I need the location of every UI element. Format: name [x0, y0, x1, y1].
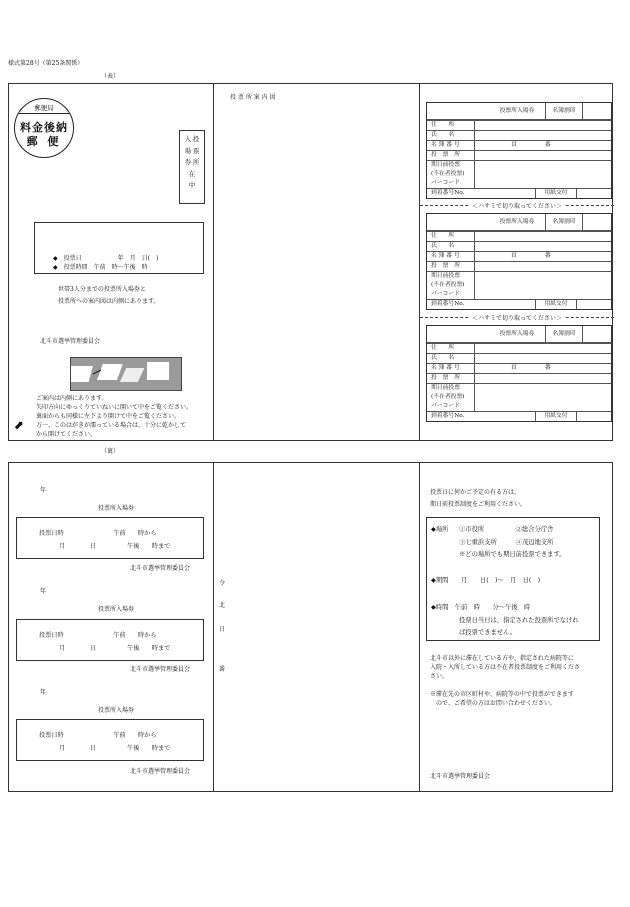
- instruction-3: 裏面からも同様に左下より開けて中をご覧ください。: [36, 413, 181, 420]
- cut-label: ＜ハサミで切り取ってください＞: [471, 315, 563, 323]
- slip-seal: 名簿割印: [545, 326, 583, 342]
- instruction-5: から開けてください。: [36, 431, 97, 438]
- slip-number: 番: [545, 253, 551, 259]
- slip-number: 番: [545, 142, 551, 148]
- slip-label: 投 票 所: [427, 262, 475, 271]
- slip-label: バーコード: [431, 180, 460, 186]
- cut-line-2: [420, 315, 614, 323]
- intro-2: 期日前投票制度をご利用ください。: [430, 501, 527, 508]
- slip-issued: 用紙交付: [535, 300, 577, 309]
- slip-label: 期日前投票: [431, 273, 460, 279]
- vertical-mark: 日: [219, 626, 226, 633]
- note1-2: 入院・入所している方は不在者投票制度をご利用くださ: [430, 664, 581, 671]
- back-committee: 北斗市選挙管理委員会: [430, 773, 491, 780]
- slip-seal: 名簿割印: [545, 214, 583, 230]
- slip-title: 投票所入場券: [499, 108, 535, 114]
- note1-3: さい。: [430, 673, 449, 680]
- place-label: ◆場所: [431, 526, 449, 533]
- ticket-time-2: 月 日 午後 時まで: [59, 645, 171, 652]
- slip-label: 氏 名: [427, 131, 475, 140]
- place-note: ※どの場所でも期日前投票できます。: [459, 551, 566, 558]
- back-divider-1: [213, 462, 214, 792]
- note2-1: ※滞在先の市区町村や、病院等の中で投票ができます: [430, 691, 574, 698]
- period: ◆期間 月 日( )〜 月 日( ): [431, 577, 541, 584]
- ticket-footer: 北斗市選挙管理委員会: [130, 768, 191, 775]
- vertical-mark: 北: [219, 602, 226, 609]
- recipient-box: [179, 130, 205, 204]
- ticket-box-3: [16, 719, 204, 761]
- time-note-1: 投票日当日は、指定された投票所でなけれ: [459, 617, 579, 624]
- note2-2: ので、ご希望の方はお問い合わせください。: [430, 700, 556, 707]
- slip-label: 投 票 所: [427, 374, 475, 383]
- slip-issued: 用紙交付: [535, 412, 577, 421]
- slip-label: バーコード: [431, 291, 460, 297]
- postage-stamp: [14, 98, 74, 158]
- slip-label: 名 簿 番 号: [427, 141, 475, 150]
- ticket-year: 年: [40, 588, 47, 595]
- slip-arrival: 到着番号No.: [431, 301, 465, 307]
- committee-front: 北斗市選挙管理委員会: [40, 338, 101, 345]
- voting-day: ◆ 投票日 年 月 日( ): [53, 255, 159, 262]
- time: ◆時間 午前 時 分〜午後 時: [431, 604, 531, 611]
- ticket-year: 年: [40, 487, 47, 494]
- slip-arrival: 到着番号No.: [431, 413, 465, 419]
- cut-line-1: [420, 203, 614, 211]
- slip-number: 番: [545, 365, 551, 371]
- ticket-time-2: 月 日 午後 時まで: [59, 543, 171, 550]
- ticket-time-1: 投票日時 午前 時から: [39, 732, 157, 739]
- ticket-slip-1: [426, 102, 612, 199]
- ticket-box-2: [16, 619, 204, 661]
- instruction-2: 矢印方向にゆっくりていねいに開いて中をご覧ください。: [36, 404, 192, 411]
- ticket-footer: 北斗市選挙管理委員会: [130, 666, 191, 673]
- ticket-footer: 北斗市選挙管理委員会: [130, 565, 191, 572]
- slip-label: (不在者投票): [431, 282, 465, 288]
- instruction-4: 万一、このはがきが濡っている場合は、十分に乾かして: [36, 422, 187, 429]
- household-note-1: 世帯3人分までの投票所入場券と: [58, 286, 146, 293]
- back-divider-2: [419, 462, 420, 792]
- slip-label: 投 票 所: [427, 151, 475, 160]
- ticket-slip-2: [426, 213, 612, 310]
- note1-1: 北斗市以外に滞在している方や、指定された病院等に: [430, 655, 574, 662]
- front-label: （表）: [101, 73, 120, 80]
- recipient-line: 中: [188, 182, 196, 189]
- slip-label: 名 簿 番 号: [427, 252, 475, 261]
- front-divider-1: [213, 83, 214, 441]
- instruction-1: ご案内は内側にあります。: [36, 395, 108, 402]
- recipient-line: 場 票: [184, 147, 200, 155]
- ticket-year: 年: [40, 689, 47, 696]
- place-1: ①市役所 ②総合分庁舎: [459, 526, 554, 533]
- slip-label: 期日前投票: [431, 162, 460, 168]
- household-note-2: 投票所への案内図は内側にあります。: [58, 298, 160, 305]
- slip-page: 頁: [511, 253, 517, 259]
- front-divider-2: [419, 83, 420, 441]
- address-window: [34, 222, 204, 274]
- slip-label: 住 所: [427, 121, 475, 130]
- slip-title: 投票所入場券: [499, 331, 535, 337]
- voting-time: ◆ 投票時間 午前 時〜午後 時: [53, 264, 148, 271]
- slip-page: 頁: [511, 365, 517, 371]
- slip-label: バーコード: [431, 403, 460, 409]
- slip-label: (不在者投票): [431, 171, 465, 177]
- slip-page: 頁: [511, 142, 517, 148]
- slip-title: 投票所入場券: [499, 219, 535, 225]
- time-note-2: ば投票できません。: [459, 629, 517, 636]
- back-label: （裏）: [101, 448, 120, 455]
- ticket-title: 投票所入場券: [98, 505, 135, 512]
- form-label: 様式第28号（第25条関係）: [8, 60, 84, 67]
- slip-label: 氏 名: [427, 354, 475, 363]
- stamp-mid: 料金後納: [20, 121, 68, 134]
- slip-label: 氏 名: [427, 242, 475, 251]
- recipient-line: 入 投: [184, 136, 200, 143]
- intro-1: 投票日に何かご予定の有る方は、: [430, 489, 521, 496]
- stamp-bottom: 郵 便: [26, 135, 62, 148]
- recipient-line: 券 所: [184, 159, 200, 166]
- slip-label: (不在者投票): [431, 394, 465, 400]
- vertical-mark: 番: [219, 666, 226, 673]
- early-voting-box: [426, 517, 600, 641]
- ticket-title: 投票所入場券: [98, 606, 135, 613]
- slip-seal: 名簿割印: [545, 103, 583, 119]
- recipient-line: 在: [188, 170, 196, 178]
- ticket-time-2: 月 日 午後 時まで: [59, 745, 171, 752]
- cut-label: ＜ハサミで切り取ってください＞: [471, 203, 563, 211]
- ticket-slip-3: [426, 325, 612, 422]
- ticket-time-1: 投票日時 午前 時から: [39, 632, 157, 639]
- guide-title: 投 票 所 案 内 図: [230, 94, 276, 101]
- opening-diagram-icon: [71, 358, 181, 390]
- opening-diagram: [70, 357, 182, 391]
- place-2: ③七重浜支所 ④茂辺地支所: [459, 539, 554, 546]
- slip-label: 期日前投票: [431, 385, 460, 391]
- ticket-title: 投票所入場券: [98, 707, 135, 714]
- ticket-box-1: [16, 517, 204, 559]
- arrow-icon: ⬈: [14, 418, 25, 432]
- stamp-top: 郵便局: [34, 104, 54, 112]
- slip-issued: 用紙交付: [535, 189, 577, 198]
- slip-label: 名 簿 番 号: [427, 364, 475, 373]
- slip-label: 住 所: [427, 232, 475, 241]
- slip-label: 住 所: [427, 344, 475, 353]
- slip-arrival: 到着番号No.: [431, 190, 465, 196]
- vertical-mark: 令: [219, 580, 226, 587]
- ticket-time-1: 投票日時 午前 時から: [39, 530, 157, 537]
